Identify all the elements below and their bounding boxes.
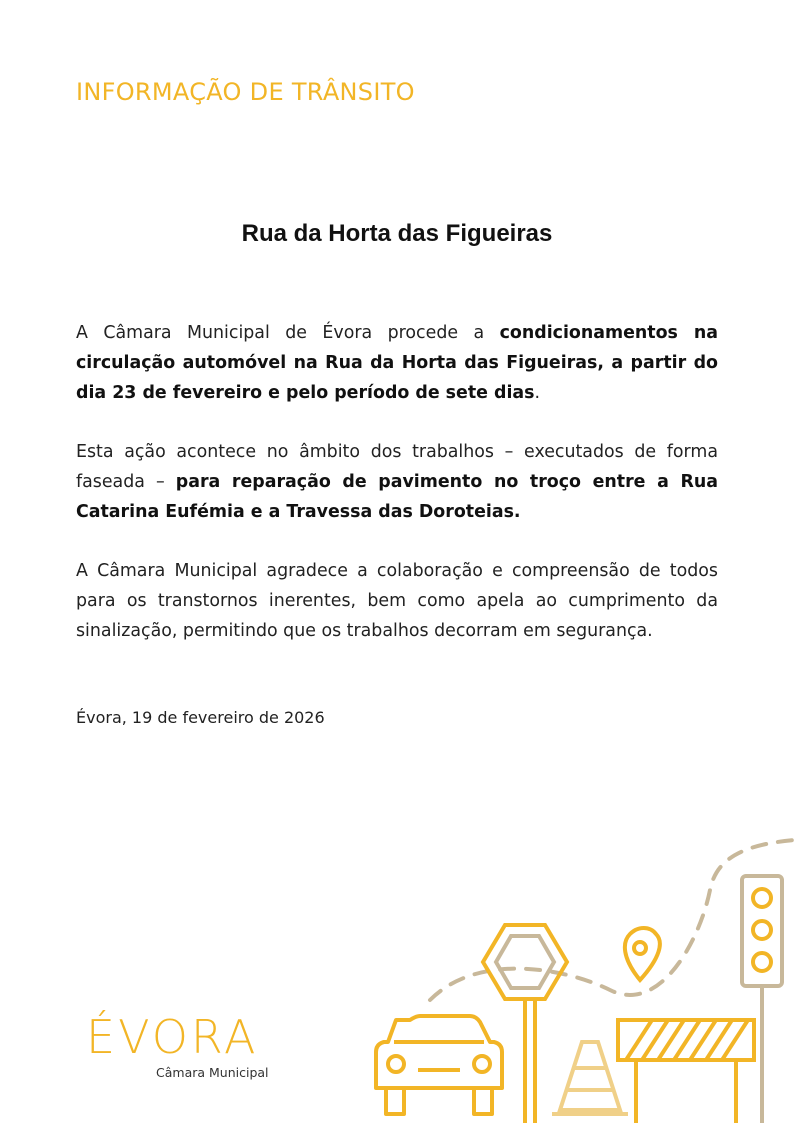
paragraph-text: A Câmara Municipal de Évora procede a: [76, 323, 500, 343]
paragraph-text: Esta ação acontece no âmbito dos trabalhos – executados de forma faseada –: [76, 442, 718, 492]
logo-subtitle: Câmara Municipal: [156, 1065, 269, 1080]
paragraph-1: [76, 318, 718, 408]
paragraph-text: .: [534, 383, 541, 403]
traffic-light-icon: [742, 876, 782, 1123]
stop-sign-icon: [483, 925, 567, 1123]
logo-wordmark: ÉVORA: [86, 1010, 259, 1064]
document-header: INFORMAÇÃO DE TRÂNSITO: [76, 78, 415, 106]
body-text: [76, 318, 718, 675]
paragraph-bold: condicionamentos na circulação automóvel na Rua da Horta das Figueiras, a partir do dia 23 de fevereiro e pelo período de sete dias: [76, 323, 718, 403]
dashed-route-icon: [430, 840, 794, 1000]
paragraph-3: [76, 556, 718, 646]
paragraph-text: A Câmara Municipal agradece a colaboração e compreensão de todos para os transtornos inerentes, bem como apela ao cumprimento da sinalização, permitindo que os trabalhos decorram em segurança.: [76, 561, 718, 641]
document-date: Évora, 19 de fevereiro de 2026: [76, 708, 325, 727]
car-icon: [376, 1016, 502, 1114]
paragraph-2: [76, 437, 718, 527]
evora-logo: [86, 1012, 276, 1082]
location-pin-icon: [625, 928, 660, 980]
road-works-illustration: [360, 830, 794, 1123]
paragraph-bold: para reparação de pavimento no troço entre a Rua Catarina Eufémia e a Travessa das Doroteias.: [76, 472, 718, 522]
document-title: Rua da Horta das Figueiras: [241, 220, 553, 247]
barrier-icon: [618, 1020, 754, 1123]
